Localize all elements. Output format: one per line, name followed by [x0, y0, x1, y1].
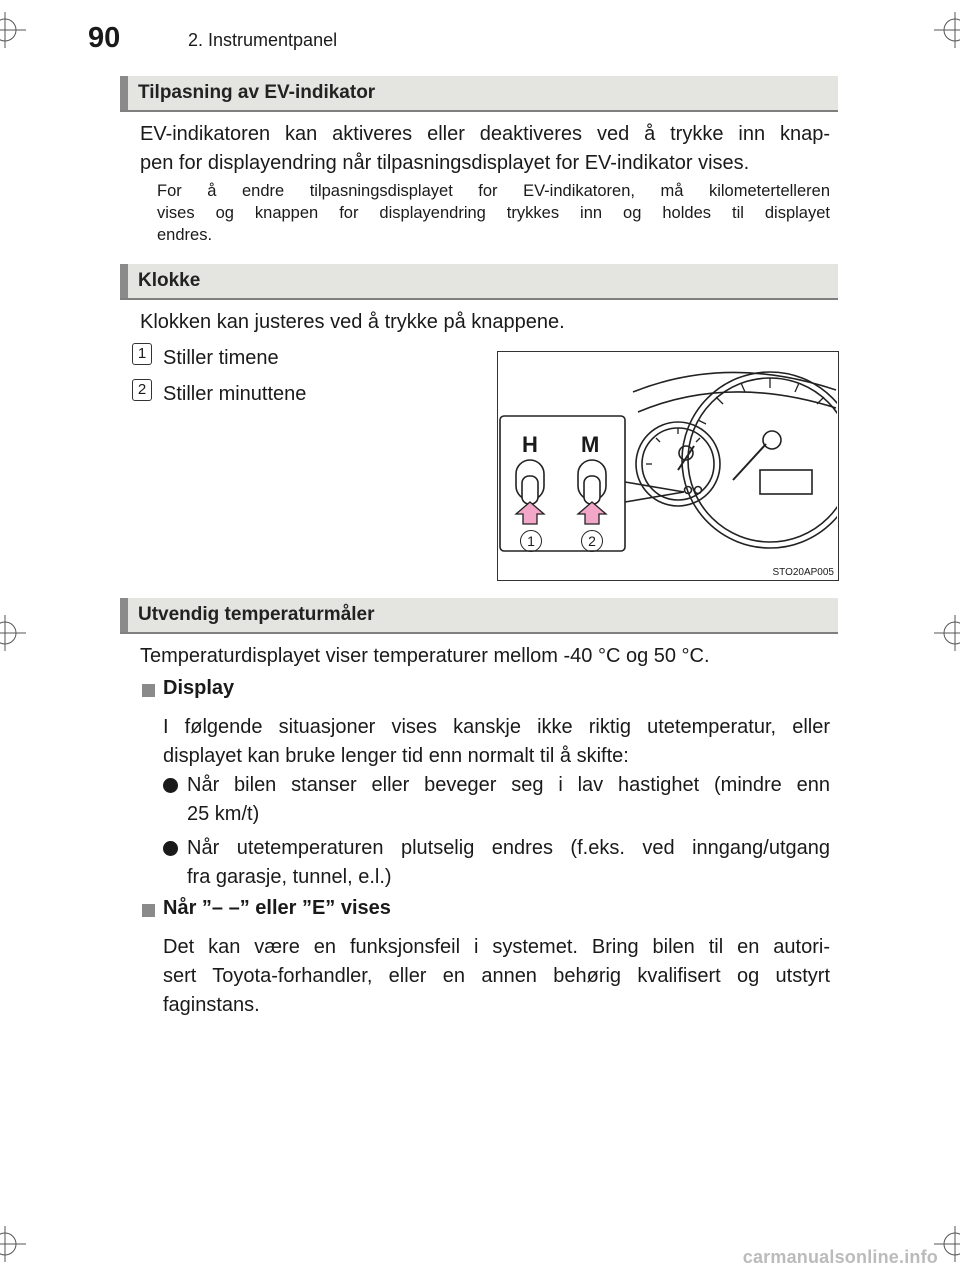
text-line: EV-indikatoren kan aktiveres eller deaktiveres ved å trykke inn knap-: [140, 123, 830, 145]
error-paragraph: [163, 933, 830, 1020]
bullet-low-speed: [187, 771, 830, 829]
figure-callout-2: 2: [581, 530, 603, 552]
label-hours: H: [522, 432, 538, 457]
section-marker: [120, 598, 128, 632]
ev-note: [157, 180, 830, 246]
section-header-temperature: [120, 598, 838, 634]
square-bullet: [142, 684, 155, 697]
error-heading: Når ”– –” eller ”E” vises: [163, 897, 391, 919]
callout-badge-1: 1: [132, 343, 152, 365]
text-line: endres.: [157, 226, 213, 244]
text-line: Det kan være en funksjonsfeil i systemet. Bring bilen til en autori-: [163, 936, 830, 958]
text-line: fra garasje, tunnel, e.l.): [187, 866, 392, 888]
clock-item-hours: Stiller timene: [163, 347, 279, 369]
label-minutes: M: [581, 432, 600, 457]
ev-paragraph: [140, 120, 830, 178]
text-line: For å endre tilpasningsdisplayet for EV-indikatoren, må kilometertelleren: [157, 182, 830, 200]
text-line: sert Toyota-forhandler, eller en annen behørig kvalifisert og utstyrt: [163, 965, 830, 987]
clock-item-minutes: Stiller minuttene: [163, 383, 307, 405]
callout-badge-2: 2: [132, 379, 152, 401]
text-line: Når bilen stanser eller beveger seg i lav hastighet (mindre enn: [187, 774, 830, 796]
clock-adjust-illustration: [497, 351, 839, 581]
chapter-title: 2. Instrumentpanel: [188, 30, 338, 50]
text-line: 25 km/t): [187, 803, 260, 825]
text-line: displayet kan bruke lenger tid enn normalt til å skifte:: [163, 745, 629, 767]
square-bullet: [142, 904, 155, 917]
instrument-cluster-drawing: [498, 352, 837, 579]
text-line: pen for displayendring når tilpasningsdisplayet for EV-indikator vises.: [140, 152, 750, 174]
section-title: Klokke: [138, 270, 201, 291]
page-number: 90: [88, 22, 121, 54]
display-heading: Display: [163, 677, 235, 699]
text-line: faginstans.: [163, 994, 260, 1016]
section-header-ev-indicator: [120, 76, 838, 112]
figure-code: STO20AP005: [772, 567, 834, 578]
section-header-clock: [120, 264, 838, 300]
clock-intro: Klokken kan justeres ved å trykke på knappene.: [140, 311, 565, 333]
section-title: Utvendig temperaturmåler: [138, 604, 375, 625]
section-title: Tilpasning av EV-indikator: [138, 82, 376, 103]
dot-bullet: [163, 778, 178, 793]
section-marker: [120, 264, 128, 298]
temperature-intro: Temperaturdisplayet viser temperaturer mellom -40 °C og 50 °C.: [140, 645, 710, 667]
text-line: Når utetemperaturen plutselig endres (f.eks. ved inngang/utgang: [187, 837, 830, 859]
watermark: carmanualsonline.info: [742, 1247, 938, 1267]
text-line: vises og knappen for displayendring trykkes inn og holdes til displayet: [157, 204, 830, 222]
section-marker: [120, 76, 128, 110]
text-line: I følgende situasjoner vises kanskje ikke riktig utetemperatur, eller: [163, 716, 830, 738]
dot-bullet: [163, 841, 178, 856]
figure-callout-1: 1: [520, 530, 542, 552]
display-paragraph: [163, 713, 830, 771]
bullet-temperature-change: [187, 834, 830, 892]
